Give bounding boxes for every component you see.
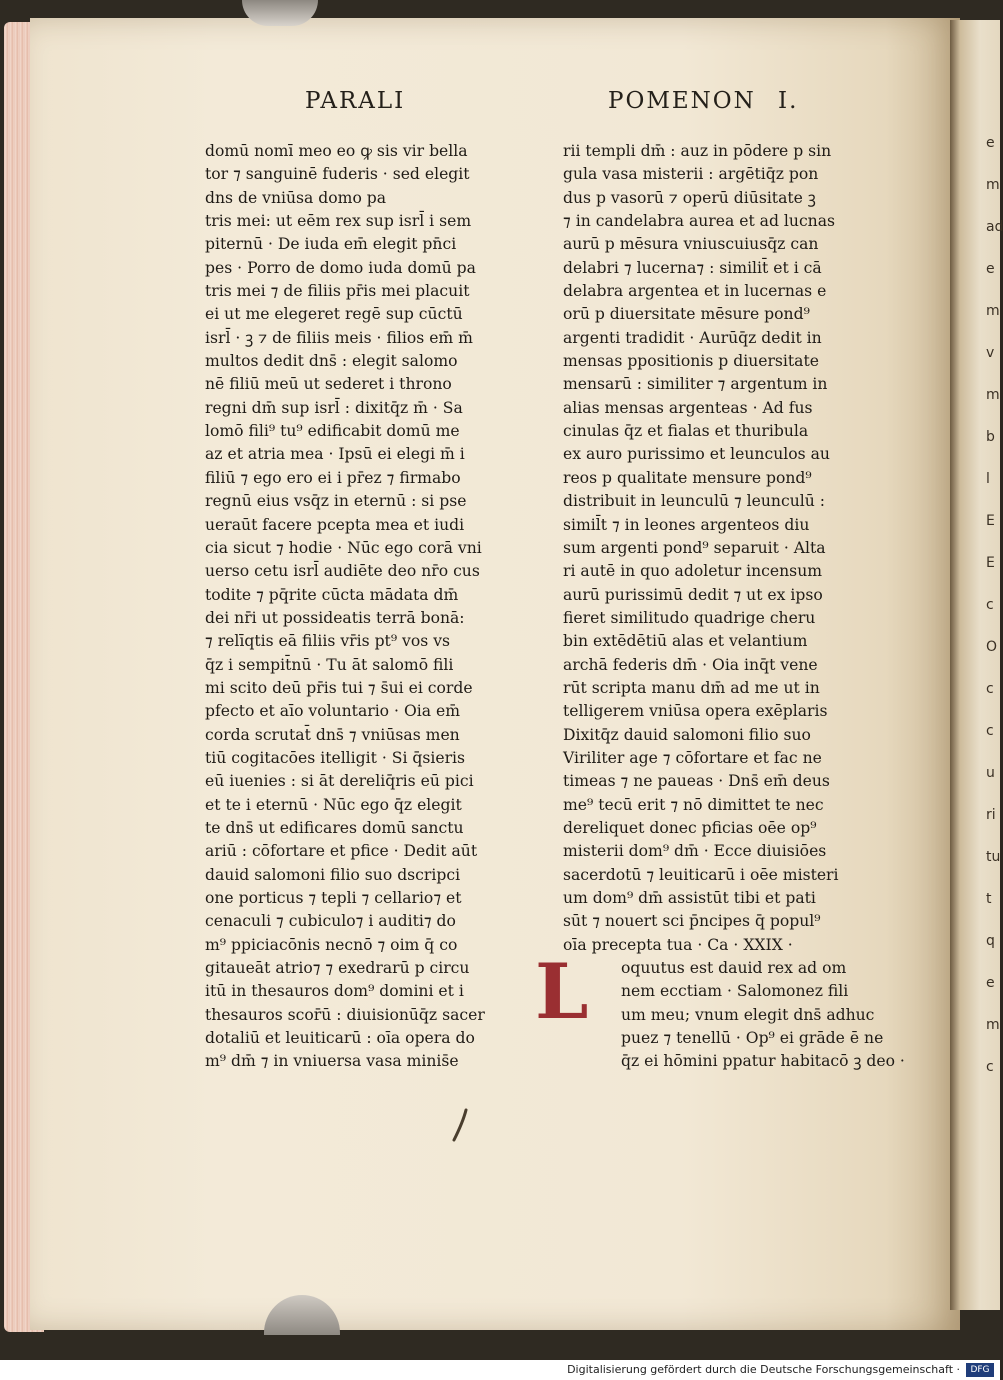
text-line: multos dedit dns̄ : elegit salomo [205, 352, 458, 371]
text-line: domū nomī meo eo ꝙ sis vir bella [205, 142, 468, 160]
next-page-fragment: m [986, 1017, 1000, 1033]
text-line: corda scrutat̄ dns̄ ⁊ vniūsas men [205, 725, 460, 744]
text-line: rūt scripta manu dm̄ ad me ut in [563, 678, 820, 697]
text-line: dns de vniūsa domo pa [205, 188, 387, 207]
next-page-fragment: m [986, 303, 1000, 319]
next-page-fragment: ad [986, 219, 1003, 235]
text-line: delabra argentea et in lucernas e [563, 282, 827, 301]
dfg-logo: DFG [966, 1363, 994, 1377]
text-line: uerso cetu isrl̄ audiēte deo nr̄o cus [205, 562, 480, 581]
text-line: telligerem vniūsa opera exēplaris [563, 702, 828, 721]
next-page-fragment: ri [986, 807, 996, 823]
next-page-fragment: tu [986, 849, 1001, 865]
text-line: oīa precepta tua · Ca · XXIX · [563, 935, 793, 954]
text-line: regnū eius vsq̄z in eternū : si pse [205, 492, 467, 511]
text-line: mensarū : similiter ⁊ argentum in [563, 375, 828, 394]
text-line: um dom⁹ dm̄ assistūt tibi et pati [563, 889, 816, 907]
text-line: fieret similitudo quadrige cheru [563, 608, 816, 627]
running-head-right: POMENON [608, 88, 756, 114]
text-line: ex auro purissimo et leunculos au [563, 445, 830, 464]
text-line: te dns̄ ut edificares domū sanctu [205, 818, 464, 837]
text-line: todite ⁊ pq̄rite cūcta mādata dm̄ [205, 585, 459, 604]
text-line: piternū · De iuda em̄ elegit pn̄ci [205, 235, 457, 254]
text-line: tiū cogitacōes itelligit · Si q̄sieris [205, 748, 466, 767]
text-line: rii templi dm̄ : auz in pōdere p sin [563, 142, 832, 160]
text-line: one porticus ⁊ tepli ⁊ cellario⁊ et [205, 889, 462, 907]
text-line: timeas ⁊ ne paueas · Dns̄ em̄ deus [563, 772, 830, 791]
next-page-fragment: E [986, 513, 995, 529]
next-page-fragment: c [986, 681, 994, 697]
text-line: mensas ppositionis p diuersitate [563, 352, 819, 371]
text-line: aurū p mēsura vniuscuiusq̄z can [563, 235, 819, 254]
next-page-fragment: b [986, 429, 995, 445]
text-line: cinulas q̄z et fialas et thuribula [563, 422, 809, 441]
text-line: reos p qualitate mensure pond⁹ [563, 468, 812, 487]
text-line: sum argenti pond⁹ separuit · Alta [563, 538, 826, 557]
text-line: pfecto et aīo voluntario · Oia em̄ [205, 702, 460, 721]
text-line: misterii dom⁹ dm̄ · Ecce diuisiōes [563, 842, 827, 861]
text-line: sacerdotū ⁊ leuiticarū i oēe misteri [563, 865, 839, 884]
running-head-left: PARALI [305, 88, 406, 114]
text-line: Dixitq̄z dauid salomoni filio suo [563, 725, 811, 744]
text-line: dus p vasorū ⁊ operū diūsitate ꝫ [563, 188, 816, 207]
text-line: tor ⁊ sanguinē fuderis · sed elegit [205, 165, 470, 184]
text-line: ⁊ relīqtis eā filiis vr̄is pt⁹ vos vs [205, 632, 451, 651]
next-page-fragment: q [986, 933, 995, 949]
text-line: Viriliter age ⁊ cōfortare et fac ne [563, 748, 822, 767]
text-line: ⁊ in candelabra aurea et ad lucnas [563, 212, 836, 231]
text-line: ariū : cōfortare et pfice · Dedit aūt [205, 842, 478, 861]
text-line: aurū purissimū dedit ⁊ ut ex ipso [563, 585, 823, 604]
text-line: m⁹ ppiciacōnis necnō ⁊ oim q̄ co [205, 935, 458, 954]
text-line: gitaueāt atrio⁊ ⁊ exedrarū p circu [205, 959, 470, 978]
text-line: filiū ⁊ ego ero ei i pr̄ez ⁊ firmabo [205, 468, 461, 487]
text-line: bin extēdētiū alas et velantium [563, 632, 808, 651]
text-line: tris mei: ut eēm rex sup isrl̄ i sem [205, 212, 472, 231]
text-line: az et atria mea · Ipsū ei elegi m̄ i [205, 445, 465, 464]
next-page-edge [950, 20, 1003, 1310]
next-page-fragment: c [986, 597, 994, 613]
text-line: delabri ⁊ lucerna⁊ : similit̄ et i cā [563, 258, 822, 277]
text-line: itū in thesauros dom⁹ domini et i [205, 982, 464, 1001]
text-line: eū iuenies : si āt dereliq̄ris eū pici [205, 772, 474, 791]
text-line: tris mei ⁊ de filiis pr̄is mei placuit [205, 282, 470, 301]
text-line: dotaliū et leuiticarū : oīa opera do [205, 1029, 475, 1048]
folio-number: I. [778, 88, 799, 114]
text-line: pes · Porro de domo iuda domū pa [205, 258, 476, 277]
text-line: orū p diuersitate mēsure pond⁹ [563, 305, 810, 324]
next-page-fragment: m [986, 387, 1000, 403]
next-page-fragment: e [986, 975, 995, 991]
text-line: m⁹ dm̄ ⁊ in vniuersa vasa minis̄e [205, 1052, 459, 1071]
text-line: puez ⁊ tenellū · Op⁹ ei grāde ē ne [621, 1029, 884, 1048]
text-line: me⁹ tecū erit ⁊ nō dimittet te nec [563, 795, 824, 814]
next-page-fragment: O [986, 639, 998, 655]
next-page-fragment: v [986, 345, 995, 361]
text-line: archā federis dm̄ · Oia inq̄t vene [563, 655, 818, 674]
right-text-column [563, 140, 905, 1074]
text-line: q̄z i sempit̄nū · Tu āt salomō fili [205, 655, 454, 674]
text-line: nē filiū meū ut sederet i throno [205, 375, 452, 394]
text-line: thesauros scor̄ū : diuisionūq̄z sacer [205, 1005, 485, 1024]
text-line: simil̄t ⁊ in leones argenteos diu [563, 515, 810, 534]
funding-credit: Digitalisierung gefördert durch die Deutsche Forschungsgemeinschaft · [567, 1363, 960, 1376]
text-line: oquutus est dauid rex ad om [621, 959, 847, 978]
text-line: alias mensas argenteas · Ad fus [563, 398, 813, 417]
text-line: nem ecctiam · Salomonez fili [621, 982, 849, 1001]
text-line: isrl̄ · ꝫ ⁊ de filiis meis · filios em̄ m̄ [205, 328, 473, 347]
text-line: dereliquet donec pficias oēe op⁹ [563, 818, 817, 837]
ink-mark [448, 1108, 472, 1144]
text-line: ri autē in quo adoletur incensum [563, 562, 823, 581]
text-line: lomō fili⁹ tu⁹ edificabit domū me [205, 422, 460, 441]
rubricated-initial: L [535, 947, 589, 1036]
text-line: mi scito deū pr̄is tui ⁊ s̄ui ei corde [205, 678, 473, 697]
text-line: argenti tradidit · Aurūq̄z dedit in [563, 328, 822, 347]
text-line: dei nr̄i ut possideatis terrā bonā: [205, 608, 465, 627]
left-text-column [205, 140, 495, 1074]
text-line: regni dm̄ sup isrl̄ : dixitq̄z m̄ · Sa [205, 398, 463, 417]
next-page-fragment: c [986, 723, 994, 739]
next-page-fragment: t [986, 891, 992, 907]
text-line: distribuit in leunculū ⁊ leunculū : [563, 492, 825, 511]
text-line: ei ut me elegeret regē sup cūctū [205, 305, 463, 324]
text-line: gula vasa misterii : argētiq̄z pon [563, 165, 819, 184]
next-page-fragment: e [986, 135, 995, 151]
text-line: sūt ⁊ nouert sci p̄ncipes q̄ popul⁹ [563, 912, 821, 931]
next-page-fragment: u [986, 765, 995, 781]
text-line: et te i eternū · Nūc ego q̄z elegit [205, 795, 462, 814]
text-line: dauid salomoni filio suo dscripci [205, 865, 461, 884]
next-page-fragment: E [986, 555, 995, 571]
text-line: um meu; vnum elegit dns̄ adhuc [621, 1005, 875, 1024]
text-line: ueraūt facere pcepta mea et iudi [205, 515, 465, 534]
next-page-fragment: e [986, 261, 995, 277]
next-page-fragment: c [986, 1059, 994, 1075]
text-line: cenaculi ⁊ cubiculo⁊ i auditi⁊ do [205, 912, 456, 931]
text-line: cia sicut ⁊ hodie · Nūc ego corā vni [205, 538, 482, 557]
next-page-fragment: m [986, 177, 1000, 193]
text-line: q̄z ei hōmini ppatur habitacō ꝫ deo · [621, 1052, 905, 1071]
next-page-fragment: l [986, 471, 990, 487]
